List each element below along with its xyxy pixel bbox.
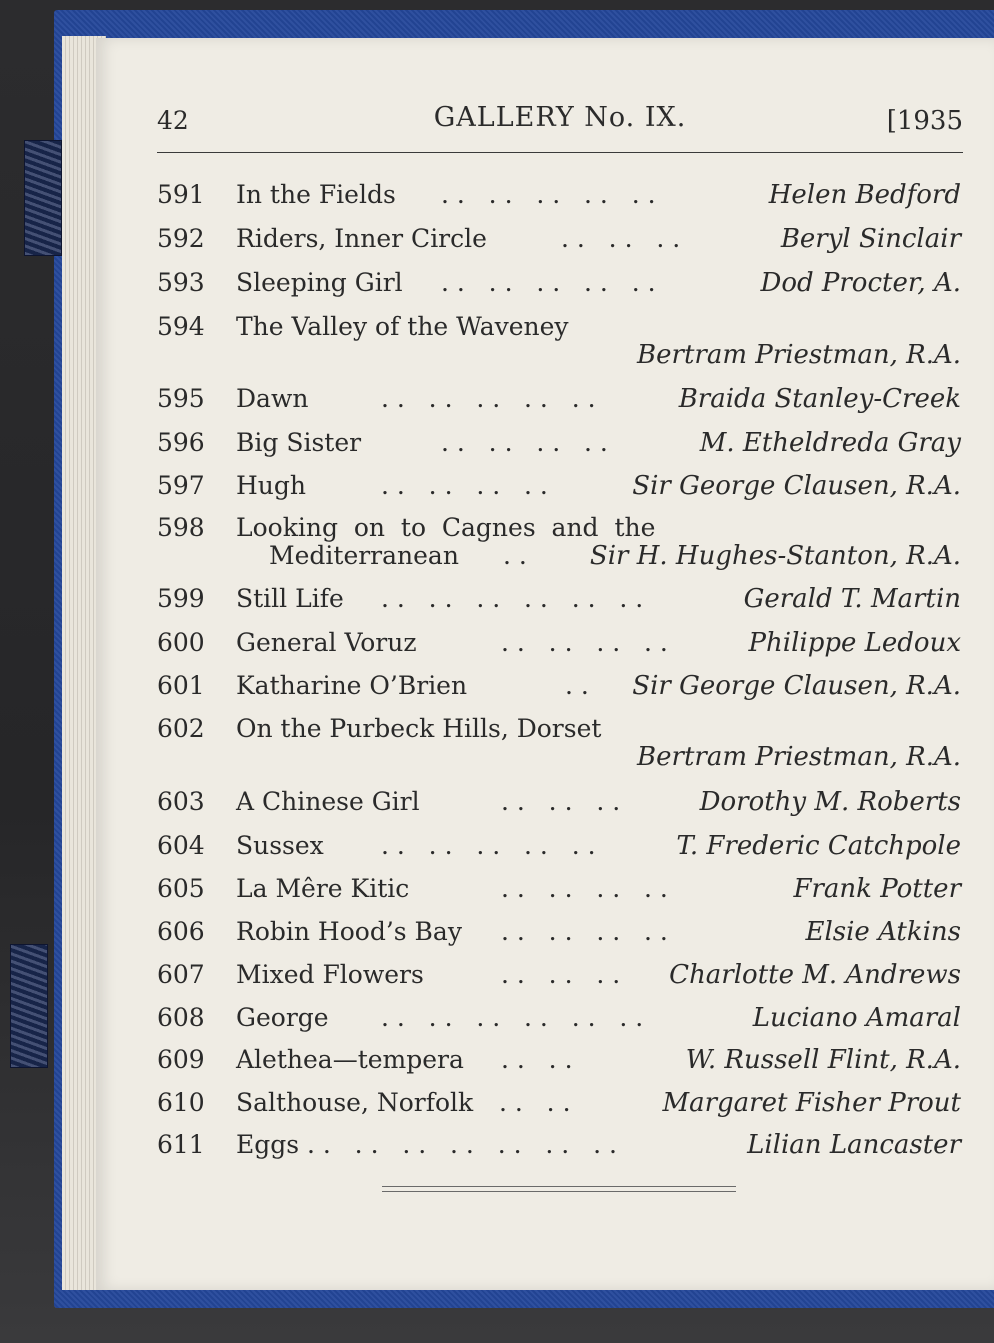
- leader-dots: . . . . . . . .: [501, 628, 668, 657]
- leader-dots: . . . . . . . .: [381, 471, 548, 500]
- entry-number: 603: [157, 787, 205, 816]
- entry-title: In the Fields: [236, 180, 396, 209]
- entry-number: 598: [157, 513, 205, 542]
- leader-dots: . . . . . . . . . .: [381, 384, 596, 413]
- year-label: [1935: [886, 106, 963, 136]
- leader-dots: . . . . . .: [501, 960, 621, 989]
- entry-artist: Beryl Sinclair: [780, 224, 961, 254]
- entry-artist: Bertram Priestman, R.A.: [637, 340, 961, 370]
- entry-number: 591: [157, 180, 205, 209]
- entry-artist: Helen Bedford: [768, 180, 961, 210]
- leader-dots: . . . . . . . .: [501, 874, 668, 903]
- entry-artist: Frank Potter: [793, 874, 961, 904]
- leader-dots: . . . . . .: [501, 787, 621, 816]
- header-rule: [157, 152, 963, 153]
- entry-artist: Sir George Clausen, R.A.: [632, 471, 961, 501]
- entry-title: Hugh: [236, 471, 307, 500]
- entry-artist: Charlotte M. Andrews: [669, 960, 961, 990]
- end-rule: [382, 1186, 736, 1187]
- entry-number: 604: [157, 831, 205, 860]
- entry-number: 594: [157, 312, 205, 341]
- entry-number: 607: [157, 960, 205, 989]
- entry-title: Still Life: [236, 584, 344, 613]
- entry-artist: Dod Procter, A.: [760, 268, 961, 298]
- entry-title: The Valley of the Waveney: [236, 312, 569, 341]
- entry-number: 593: [157, 268, 205, 297]
- entry-artist: T. Frederic Catchpole: [676, 831, 961, 861]
- entry-artist: Dorothy M. Roberts: [699, 787, 961, 817]
- entry-artist: W. Russell Flint, R.A.: [685, 1045, 961, 1075]
- entry-number: 600: [157, 628, 205, 657]
- entry-artist: Lilian Lancaster: [747, 1130, 961, 1160]
- entry-title: Big Sister: [236, 428, 362, 457]
- entry-artist: Gerald T. Martin: [743, 584, 961, 614]
- entry-title: Alethea—tempera: [236, 1045, 464, 1074]
- entry-number: 595: [157, 384, 205, 413]
- entry-artist: Margaret Fisher Prout: [662, 1088, 961, 1118]
- entry-title-continued: Mediterranean: [269, 541, 459, 570]
- leader-dots: . . . . . .: [561, 224, 681, 253]
- entry-artist: Philippe Ledoux: [748, 628, 961, 658]
- entry-artist: Braida Stanley-Creek: [678, 384, 961, 414]
- entry-title: Sleeping Girl: [236, 268, 403, 297]
- entry-title: General Voruz: [236, 628, 417, 657]
- leader-dots: . . . . . . . .: [441, 428, 608, 457]
- leader-dots: . . . . . . . . . .: [441, 268, 656, 297]
- binding-tab-bottom: [10, 944, 48, 1068]
- entry-number: 608: [157, 1003, 205, 1032]
- entry-number: 592: [157, 224, 205, 253]
- entry-title: Mixed Flowers: [236, 960, 424, 989]
- entry-artist: Luciano Amaral: [752, 1003, 961, 1033]
- leader-dots: . . . . . . . . . .: [441, 180, 656, 209]
- running-header: [157, 100, 963, 140]
- entry-number: 605: [157, 874, 205, 903]
- entry-title: Dawn: [236, 384, 309, 413]
- leader-dots: . . . . . . . . . . . .: [381, 584, 644, 613]
- entry-title: Eggs: [236, 1130, 300, 1159]
- leader-dots: . . . .: [501, 1045, 573, 1074]
- leader-dots: . .: [565, 671, 589, 700]
- entry-title: Sussex: [236, 831, 324, 860]
- leader-dots: . . . . . . . .: [501, 917, 668, 946]
- entry-title: Robin Hood’s Bay: [236, 917, 462, 946]
- entry-title: George: [236, 1003, 329, 1032]
- binding-tab-top: [24, 140, 62, 256]
- entry-title: Salthouse, Norfolk: [236, 1088, 474, 1117]
- entry-artist: Bertram Priestman, R.A.: [637, 742, 961, 772]
- entry-title: La Mêre Kitic: [236, 874, 410, 903]
- entry-number: 606: [157, 917, 205, 946]
- leader-dots: . .: [503, 541, 527, 570]
- entry-artist: M. Etheldreda Gray: [699, 428, 961, 458]
- entry-title: A Chinese Girl: [236, 787, 420, 816]
- entry-number: 609: [157, 1045, 205, 1074]
- entry-number: 602: [157, 714, 205, 743]
- entry-number: 610: [157, 1088, 205, 1117]
- entry-number: 601: [157, 671, 205, 700]
- entry-title: Looking on to Cagnes and the: [236, 513, 656, 542]
- entry-title: On the Purbeck Hills, Dorset: [236, 714, 602, 743]
- entry-artist: Sir H. Hughes-Stanton, R.A.: [589, 541, 961, 571]
- gallery-title: GALLERY No. IX.: [433, 102, 687, 133]
- entry-number: 597: [157, 471, 205, 500]
- entry-number: 611: [157, 1130, 205, 1159]
- entry-artist: Sir George Clausen, R.A.: [632, 671, 961, 701]
- entry-artist: Elsie Atkins: [805, 917, 961, 947]
- entry-number: 599: [157, 584, 205, 613]
- entry-number: 596: [157, 428, 205, 457]
- leader-dots: . . . . . . . . . . . . . .: [307, 1130, 617, 1159]
- leader-dots: . . . . . . . . . .: [381, 831, 596, 860]
- entry-title: Katharine O’Brien: [236, 671, 468, 700]
- entry-title: Riders, Inner Circle: [236, 224, 487, 253]
- end-rule: [382, 1191, 736, 1192]
- page-number: 42: [157, 106, 189, 135]
- leader-dots: . . . . . . . . . . . .: [381, 1003, 644, 1032]
- leader-dots: . . . .: [499, 1088, 571, 1117]
